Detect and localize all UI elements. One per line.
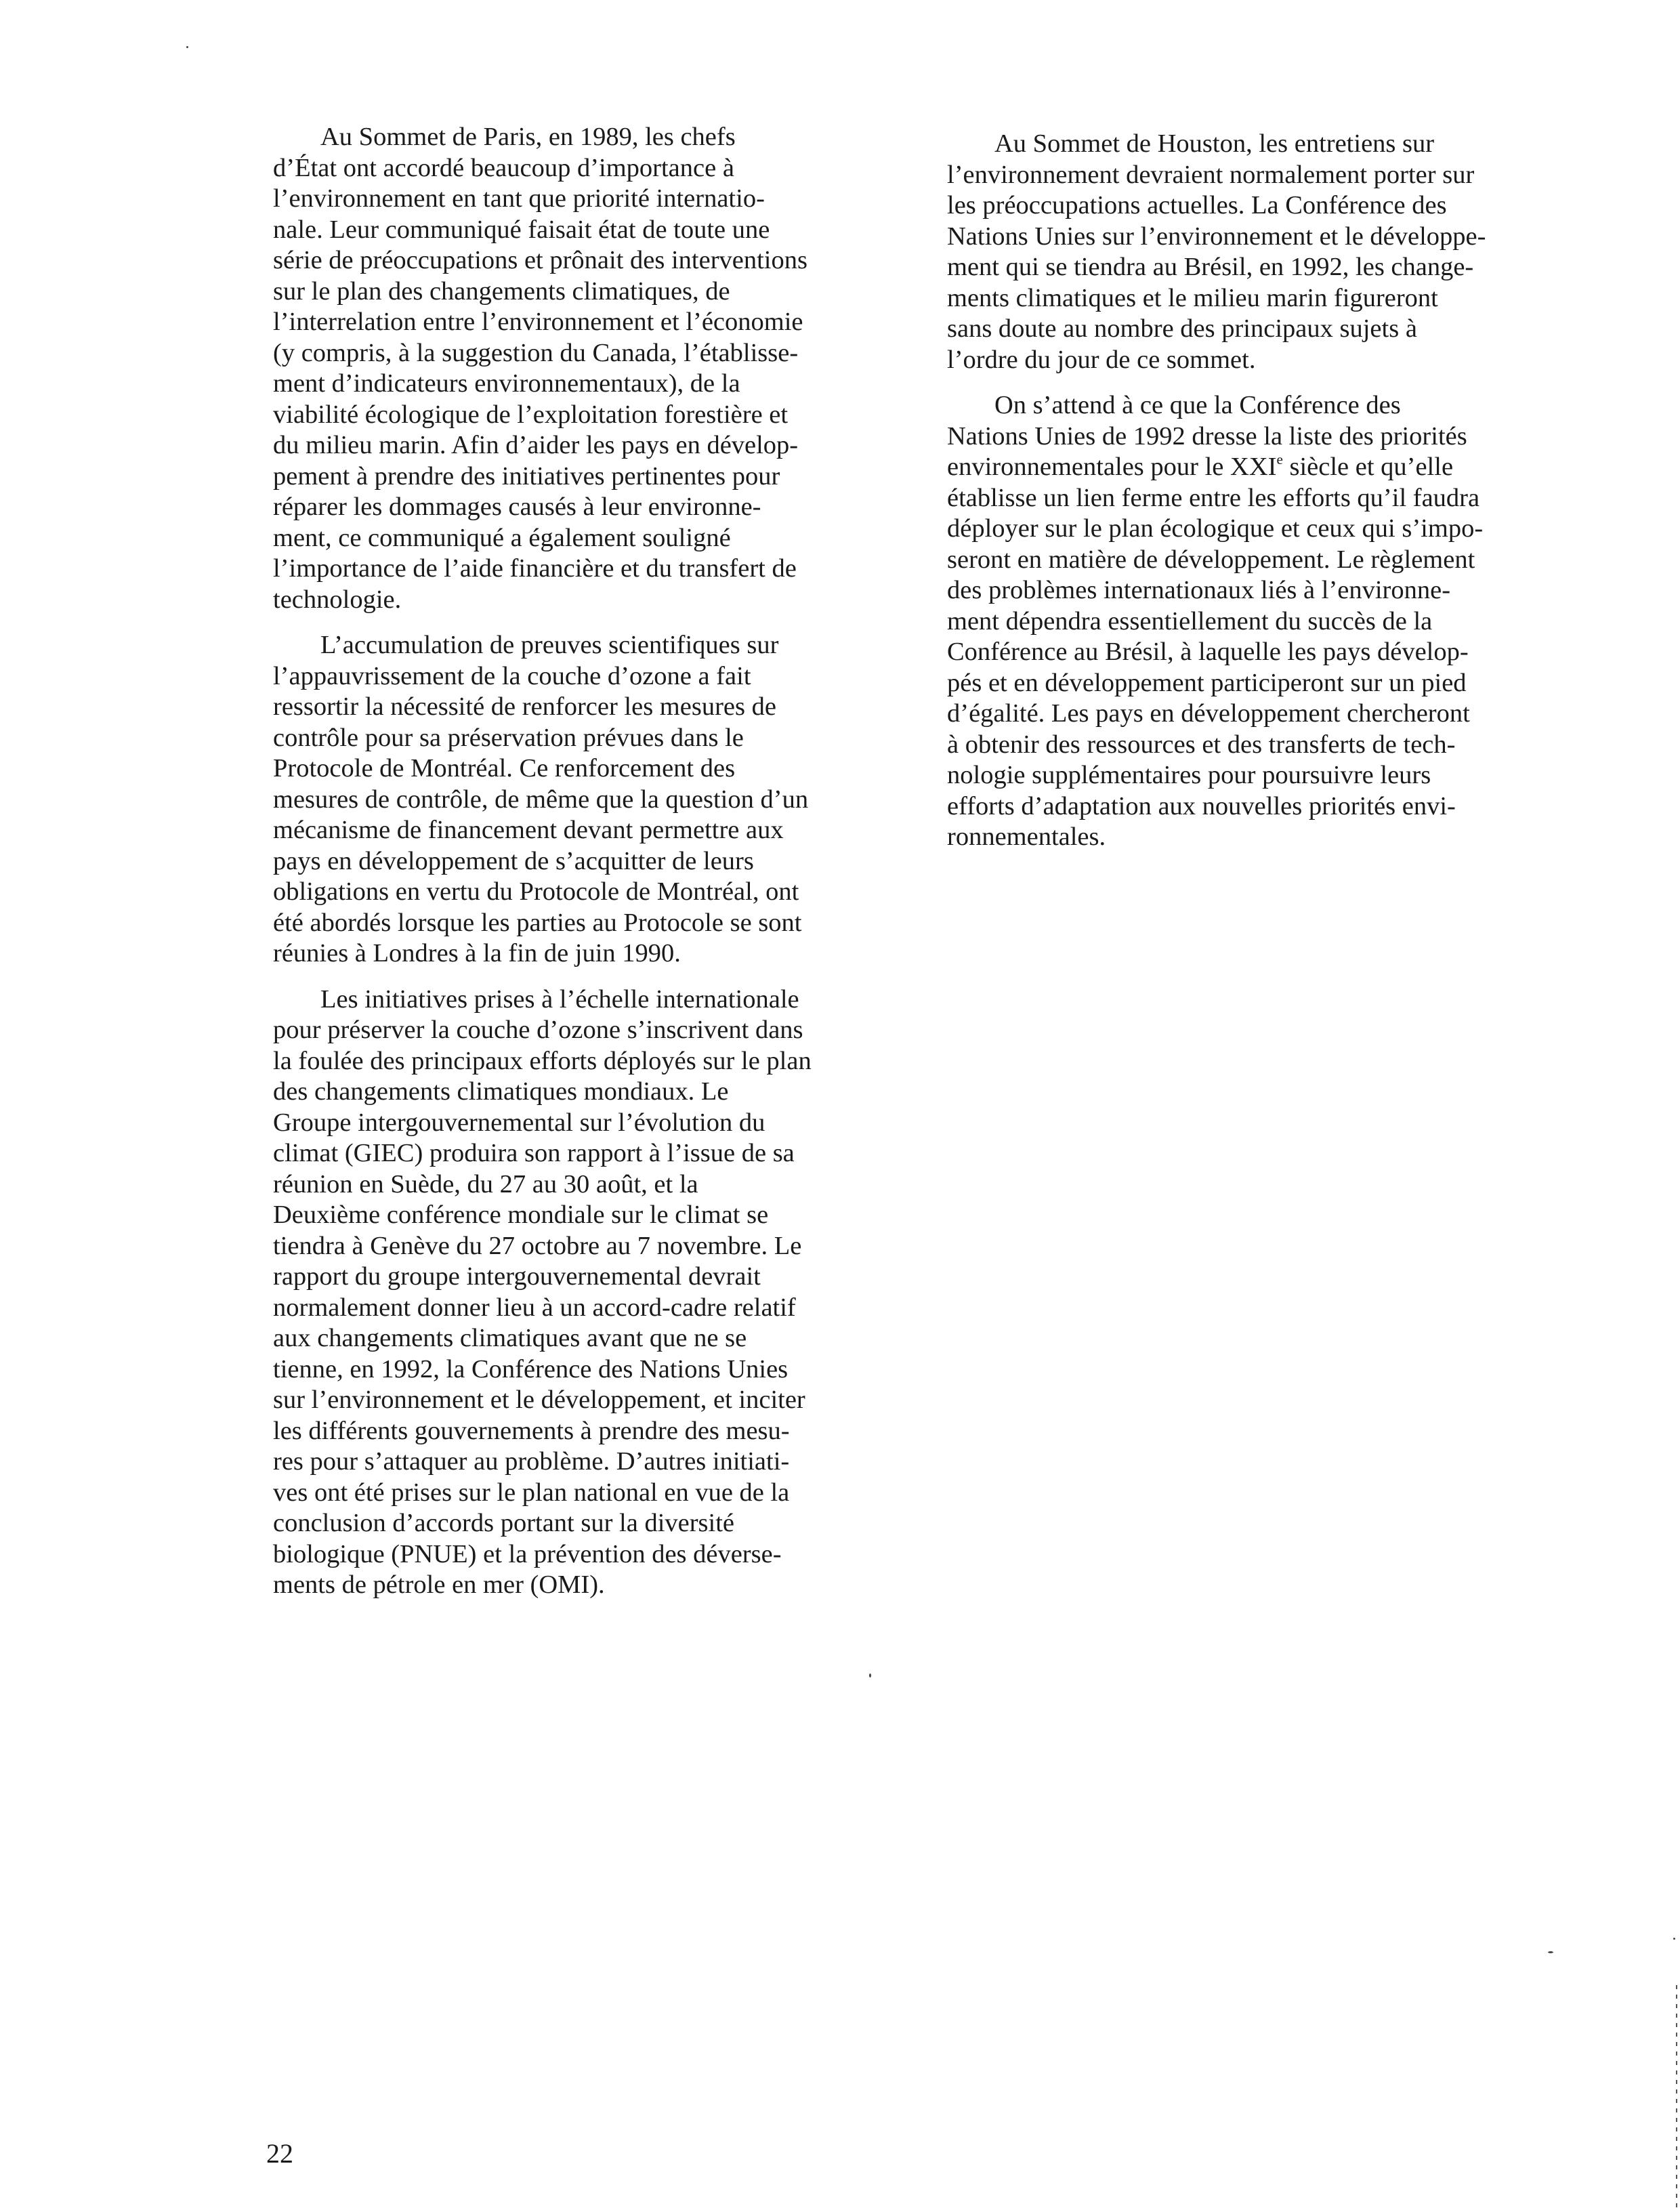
text-line: nale. Leur communiqué faisait état de toute une (273, 215, 770, 244)
text-line: établisse un lien ferme entre les efforts qu’il faudra (947, 483, 1480, 512)
text-fragment: environnementales pour le XXI (947, 453, 1277, 481)
text-line: Nations Unies sur l’environnement et le développe- (947, 222, 1486, 251)
text-line: L’accumulation de preuves scientifiques sur (320, 631, 779, 659)
text-line: Nations Unies de 1992 dresse la liste des priorités (947, 421, 1467, 451)
text-line: ment d’indicateurs environnementaux), de la (273, 369, 740, 398)
text-line: Groupe intergouvernemental sur l’évolution du (273, 1108, 765, 1137)
text-line: res pour s’attaquer au problème. D’autres initiati- (273, 1447, 790, 1476)
text-line: nologie supplémentaires pour poursuivre leurs (947, 761, 1431, 789)
scan-speck (1548, 1951, 1553, 1953)
text-line: l’environnement devraient normalement porter sur (947, 160, 1475, 189)
text-line: mesures de contrôle, de même que la question d’un (273, 785, 809, 814)
text-line: aux changements climatiques avant que ne se (273, 1324, 747, 1352)
text-line: la foulée des principaux efforts déployés sur le plan (273, 1046, 812, 1075)
text-line: biologique (PNUE) et la prévention des déverse- (273, 1539, 782, 1568)
text-line: des changements climatiques mondiaux. Le (273, 1077, 729, 1106)
text-line: conclusion d’accords portant sur la diversité (273, 1509, 735, 1537)
text-line: Deuxième conférence mondiale sur le climat se (273, 1201, 769, 1229)
text-fragment: siècle et qu’elle (1282, 453, 1454, 481)
paragraph-international-initiatives (273, 984, 896, 1601)
text-line: ments de pétrole en mer (OMI). (273, 1570, 605, 1599)
text-line: contrôle pour sa préservation prévues dans le (273, 723, 744, 752)
text-line: ment dépendra essentiellement du succès de la (947, 606, 1433, 636)
text-line: On s’attend à ce que la Conférence des (994, 391, 1401, 419)
text-line: réunies à Londres à la fin de juin 1990. (273, 939, 681, 967)
text-line: pour préserver la couche d’ozone s’inscrivent dans (273, 1016, 803, 1044)
text-line: sans doute au nombre des principaux sujets à (947, 314, 1417, 343)
text-line: pays en développement de s’acquitter de leurs (273, 846, 754, 875)
text-line: ments climatiques et le milieu marin figureront (947, 283, 1438, 312)
text-line: ronnementales. (947, 822, 1106, 851)
text-line: viabilité écologique de l’exploitation forestière et (273, 400, 789, 429)
text-line: pés et en développement participeront sur un pied (947, 668, 1467, 697)
text-line: ressortir la nécessité de renforcer les mesures de (273, 692, 776, 721)
text-line: les préoccupations actuelles. La Conférence des (947, 191, 1447, 220)
text-line: d’État ont accordé beaucoup d’importance à (273, 153, 734, 182)
text-line: rapport du groupe intergouvernemental devrait (273, 1262, 761, 1291)
text-line-with-superscript (947, 452, 1574, 483)
text-line: obligations en vertu du Protocole de Montréal, ont (273, 877, 799, 906)
text-line: l’interrelation entre l’environnement et l’économie (273, 308, 803, 336)
scan-speck (186, 46, 188, 48)
text-line: pement à prendre des initiatives pertinentes pour (273, 461, 780, 491)
text-line: ment qui se tiendra au Brésil, en 1992, les change- (947, 253, 1474, 281)
text-line: série de préoccupations et prônait des interventions (273, 246, 807, 274)
scan-edge-artifact (1676, 1985, 1677, 2208)
text-line: efforts d’adaptation aux nouvelles priorités envi- (947, 791, 1456, 820)
text-line: à obtenir des ressources et des transferts de tech- (947, 730, 1456, 759)
text-line: (y compris, à la suggestion du Canada, l’établisse- (273, 338, 799, 367)
right-column (947, 129, 1574, 868)
text-line: technologie. (273, 585, 402, 614)
text-line: normalement donner lieu à un accord-cadre relatif (273, 1293, 796, 1322)
scan-speck (869, 1673, 871, 1678)
text-line: réparer les dommages causés à leur environne- (273, 493, 761, 521)
left-column (273, 122, 896, 1616)
text-line: sur le plan des changements climatiques, de (273, 276, 730, 306)
text-line: l’importance de l’aide financière et du transfert de (273, 554, 797, 583)
text-line: réunion en Suède, du 27 au 30 août, et la (273, 1169, 698, 1199)
text-line: tienne, en 1992, la Conférence des Nations Unies (273, 1354, 789, 1383)
text-line: les différents gouvernements à prendre des mesu- (273, 1416, 790, 1445)
text-line: d’égalité. Les pays en développement chercheront (947, 699, 1470, 728)
text-line: l’appauvrissement de la couche d’ozone a fait (273, 661, 751, 690)
text-line: Les initiatives prises à l’échelle internationale (320, 984, 799, 1014)
text-line: du milieu marin. Afin d’aider les pays en dévelop- (273, 431, 799, 459)
paragraph-1992-conference (947, 390, 1574, 853)
page-number: 22 (266, 2138, 293, 2169)
paragraph-houston-summit (947, 129, 1574, 375)
text-line: Conférence au Brésil, à laquelle les pays dévelop- (947, 638, 1469, 666)
text-line: ves ont été prises sur le plan national en vue de la (273, 1478, 790, 1507)
text-line: Au Sommet de Paris, en 1989, les chefs (320, 123, 736, 151)
scan-speck (1673, 1938, 1675, 1940)
text-line: seront en matière de développement. Le règlement (947, 545, 1475, 574)
text-line: sur l’environnement et le développement, et inciter (273, 1386, 805, 1414)
text-line: mécanisme de financement devant permettre aux (273, 816, 784, 844)
text-line: déployer sur le plan écologique et ceux qui s’impo- (947, 514, 1484, 543)
text-line: l’environnement en tant que priorité internatio- (273, 184, 765, 213)
text-line: ment, ce communiqué a également souligné (273, 523, 731, 552)
text-line: tiendra à Genève du 27 octobre au 7 novembre. Le (273, 1231, 802, 1260)
text-line: Protocole de Montréal. Ce renforcement des (273, 754, 736, 783)
superscript: e (1276, 451, 1283, 468)
text-line: des problèmes internationaux liés à l’environne- (947, 576, 1451, 604)
text-line: l’ordre du jour de ce sommet. (947, 345, 1256, 374)
paragraph-paris-summit (273, 122, 896, 615)
paragraph-ozone-evidence (273, 630, 896, 970)
text-line: Au Sommet de Houston, les entretiens sur (994, 129, 1435, 158)
text-line: été abordés lorsque les parties au Protocole se sont (273, 908, 802, 937)
text-line: climat (GIEC) produira son rapport à l’issue de sa (273, 1139, 795, 1167)
